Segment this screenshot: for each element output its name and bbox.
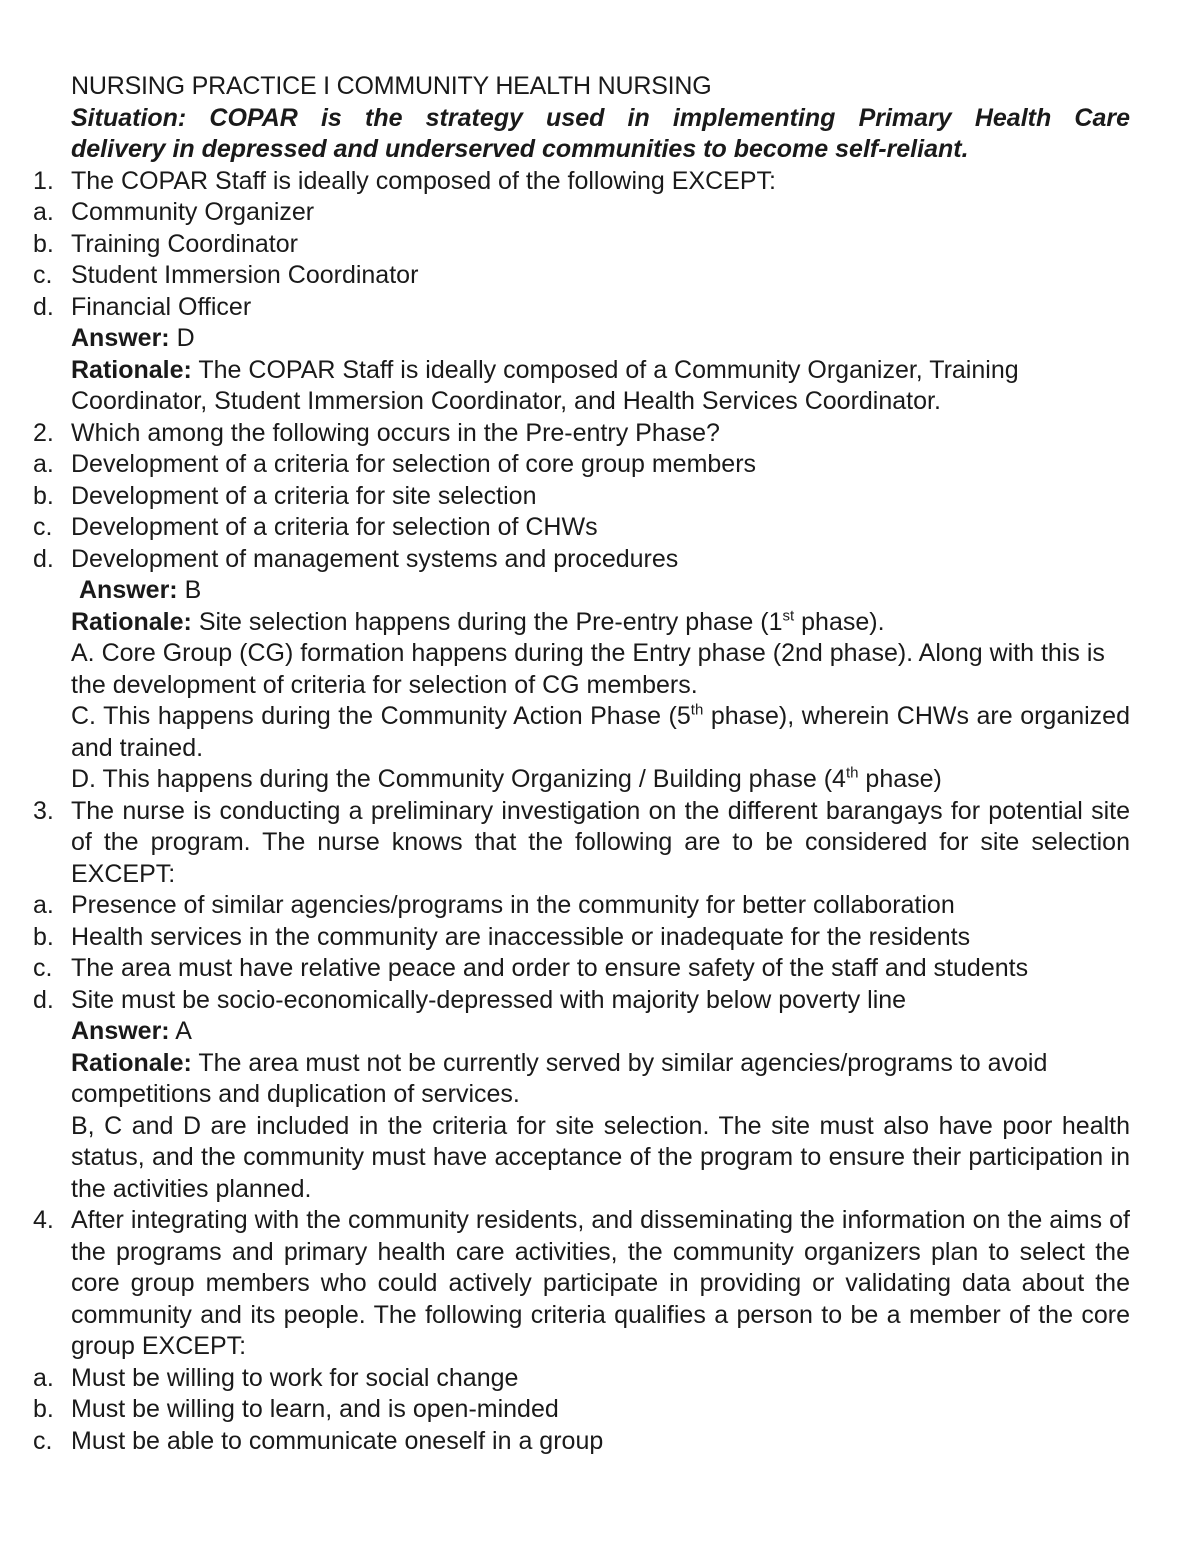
option-text: Financial Officer — [71, 292, 252, 321]
option-text: Must be willing to work for social change — [71, 1363, 519, 1392]
question-2-option-d — [33, 544, 1130, 576]
option-text: Health services in the community are inaccessible or inadequate for the residents — [71, 922, 971, 951]
option-text: The area must have relative peace and order to ensure safety of the staff and students — [71, 954, 1029, 982]
note-text-post: phase), wherein CHWs are organized and trained. — [71, 702, 1130, 762]
option-letter: c. — [33, 513, 53, 541]
question-2-option-a — [33, 449, 1130, 481]
option-letter: a. — [33, 1363, 54, 1392]
option-text: Training Coordinator — [71, 229, 298, 258]
question-2-answer — [33, 575, 1130, 607]
question-3-answer — [33, 1016, 1130, 1048]
situation-line-2: delivery in depressed and underserved communities to become self-reliant. — [71, 135, 969, 163]
question-3-option-b — [33, 922, 1130, 954]
option-text: Site must be socio-economically-depressed with majority below poverty line — [71, 985, 907, 1014]
option-letter: d. — [33, 292, 54, 321]
note-text-pre: C. This happens during the Community Action Phase (5 — [71, 702, 691, 730]
answer-value: A — [175, 1017, 192, 1045]
option-letter: a. — [33, 198, 54, 226]
question-2-option-b — [33, 481, 1130, 513]
option-letter: b. — [33, 229, 54, 258]
question-3-option-c — [33, 953, 1130, 985]
question-4-option-a — [33, 1363, 1130, 1395]
question-1-stem — [33, 166, 1130, 198]
question-2-rationale — [33, 607, 1130, 639]
option-text: Community Organizer — [71, 198, 315, 226]
question-1-answer — [33, 323, 1130, 355]
option-letter: a. — [33, 450, 54, 478]
question-text: The COPAR Staff is ideally composed of the following EXCEPT: — [71, 166, 776, 195]
option-letter: c. — [33, 261, 53, 289]
option-text: Development of management systems and procedures — [71, 544, 679, 573]
question-2-stem — [33, 418, 1130, 450]
answer-value: B — [184, 576, 202, 604]
question-2-option-c — [33, 512, 1130, 544]
option-letter: d. — [33, 985, 54, 1014]
note-text-pre: D. This happens during the Community Organizing / Building phase (4 — [71, 765, 846, 793]
option-text: Must be willing to learn, and is open-minded — [71, 1395, 559, 1423]
situation-line-1: Situation: COPAR is the strategy used in implementing Primary Health Care — [71, 103, 1130, 132]
option-letter: b. — [33, 1395, 54, 1423]
option-text: Development of a criteria for site selection — [71, 481, 537, 510]
answer-label: Answer: — [79, 576, 178, 604]
question-number: 3. — [33, 796, 54, 825]
question-3-option-d — [33, 985, 1130, 1017]
rationale-superscript: st — [782, 607, 795, 625]
situation-statement — [33, 103, 1130, 166]
question-3-option-a — [33, 890, 1130, 922]
question-3-stem — [33, 796, 1130, 891]
option-text: Student Immersion Coordinator — [71, 261, 419, 289]
question-1-option-a — [33, 197, 1130, 229]
question-2-note-a — [33, 638, 1130, 701]
option-letter: d. — [33, 544, 54, 573]
rationale-label: Rationale: — [71, 1048, 192, 1077]
document-page — [33, 71, 1130, 1457]
answer-label: Answer: — [71, 1017, 170, 1045]
note-superscript: th — [690, 701, 704, 719]
note-superscript: th — [845, 764, 859, 782]
question-text: After integrating with the community residents, and disseminating the information on the aims of the programs and primary health care activities, the community organizers plan to select the core group members who could actively participate in providing or validating data about the community and its people. The following criteria qualifies a person to be a member of the core group EXCEPT: — [71, 1206, 1130, 1360]
note-text: B, C and D are included in the criteria for site selection. The site must also have poor health status, and the community must have acceptance of the program to ensure their participation in the activities planned. — [71, 1111, 1130, 1203]
question-number: 4. — [33, 1206, 54, 1234]
rationale-label: Rationale: — [71, 607, 192, 636]
question-1-option-d — [33, 292, 1130, 324]
answer-label: Answer: — [71, 324, 170, 352]
rationale-text-post: phase). — [794, 607, 885, 636]
option-text: Presence of similar agencies/programs in the community for better collaboration — [71, 891, 955, 919]
option-text: Development of a criteria for selection of CHWs — [71, 513, 598, 541]
note-text: A. Core Group (CG) formation happens during the Entry phase (2nd phase). Along with this is the development of criteria for selection of CG members. — [71, 639, 1105, 699]
question-4-option-c — [33, 1426, 1130, 1458]
rationale-label: Rationale: — [71, 355, 192, 384]
rationale-text: The COPAR Staff is ideally composed of a Community Organizer, Training Coordinator, Student Immersion Coordinator, and Health Services Coordinator. — [71, 355, 1019, 415]
question-3-rationale — [33, 1048, 1130, 1111]
option-text: Must be able to communicate oneself in a group — [71, 1426, 604, 1455]
question-4-stem — [33, 1205, 1130, 1363]
option-letter: b. — [33, 481, 54, 510]
question-text: Which among the following occurs in the Pre-entry Phase? — [71, 418, 720, 447]
note-text-post: phase) — [858, 765, 942, 793]
question-1-option-c — [33, 260, 1130, 292]
option-letter: b. — [33, 922, 54, 951]
question-1-option-b — [33, 229, 1130, 261]
question-text: The nurse is conducting a preliminary investigation on the different barangays for potential site of the program. The nurse knows that the following are to be considered for site selection EXCEPT: — [71, 796, 1130, 888]
question-4-option-b — [33, 1394, 1130, 1426]
question-3-note — [33, 1111, 1130, 1206]
option-letter: a. — [33, 891, 54, 919]
question-1-rationale — [33, 355, 1130, 418]
answer-value: D — [176, 324, 195, 352]
question-2-note-c — [33, 701, 1130, 764]
question-2-note-d — [33, 764, 1130, 796]
rationale-text-pre: Site selection happens during the Pre-entry phase (1 — [198, 607, 783, 636]
document-title: NURSING PRACTICE I COMMUNITY HEALTH NURSING — [71, 72, 712, 100]
option-letter: c. — [33, 1426, 53, 1455]
question-number: 1. — [33, 166, 54, 195]
rationale-text: The area must not be currently served by similar agencies/programs to avoid competitions and duplication of services. — [71, 1048, 1048, 1108]
option-text: Development of a criteria for selection of core group members — [71, 450, 757, 478]
option-letter: c. — [33, 954, 53, 982]
question-number: 2. — [33, 418, 54, 447]
